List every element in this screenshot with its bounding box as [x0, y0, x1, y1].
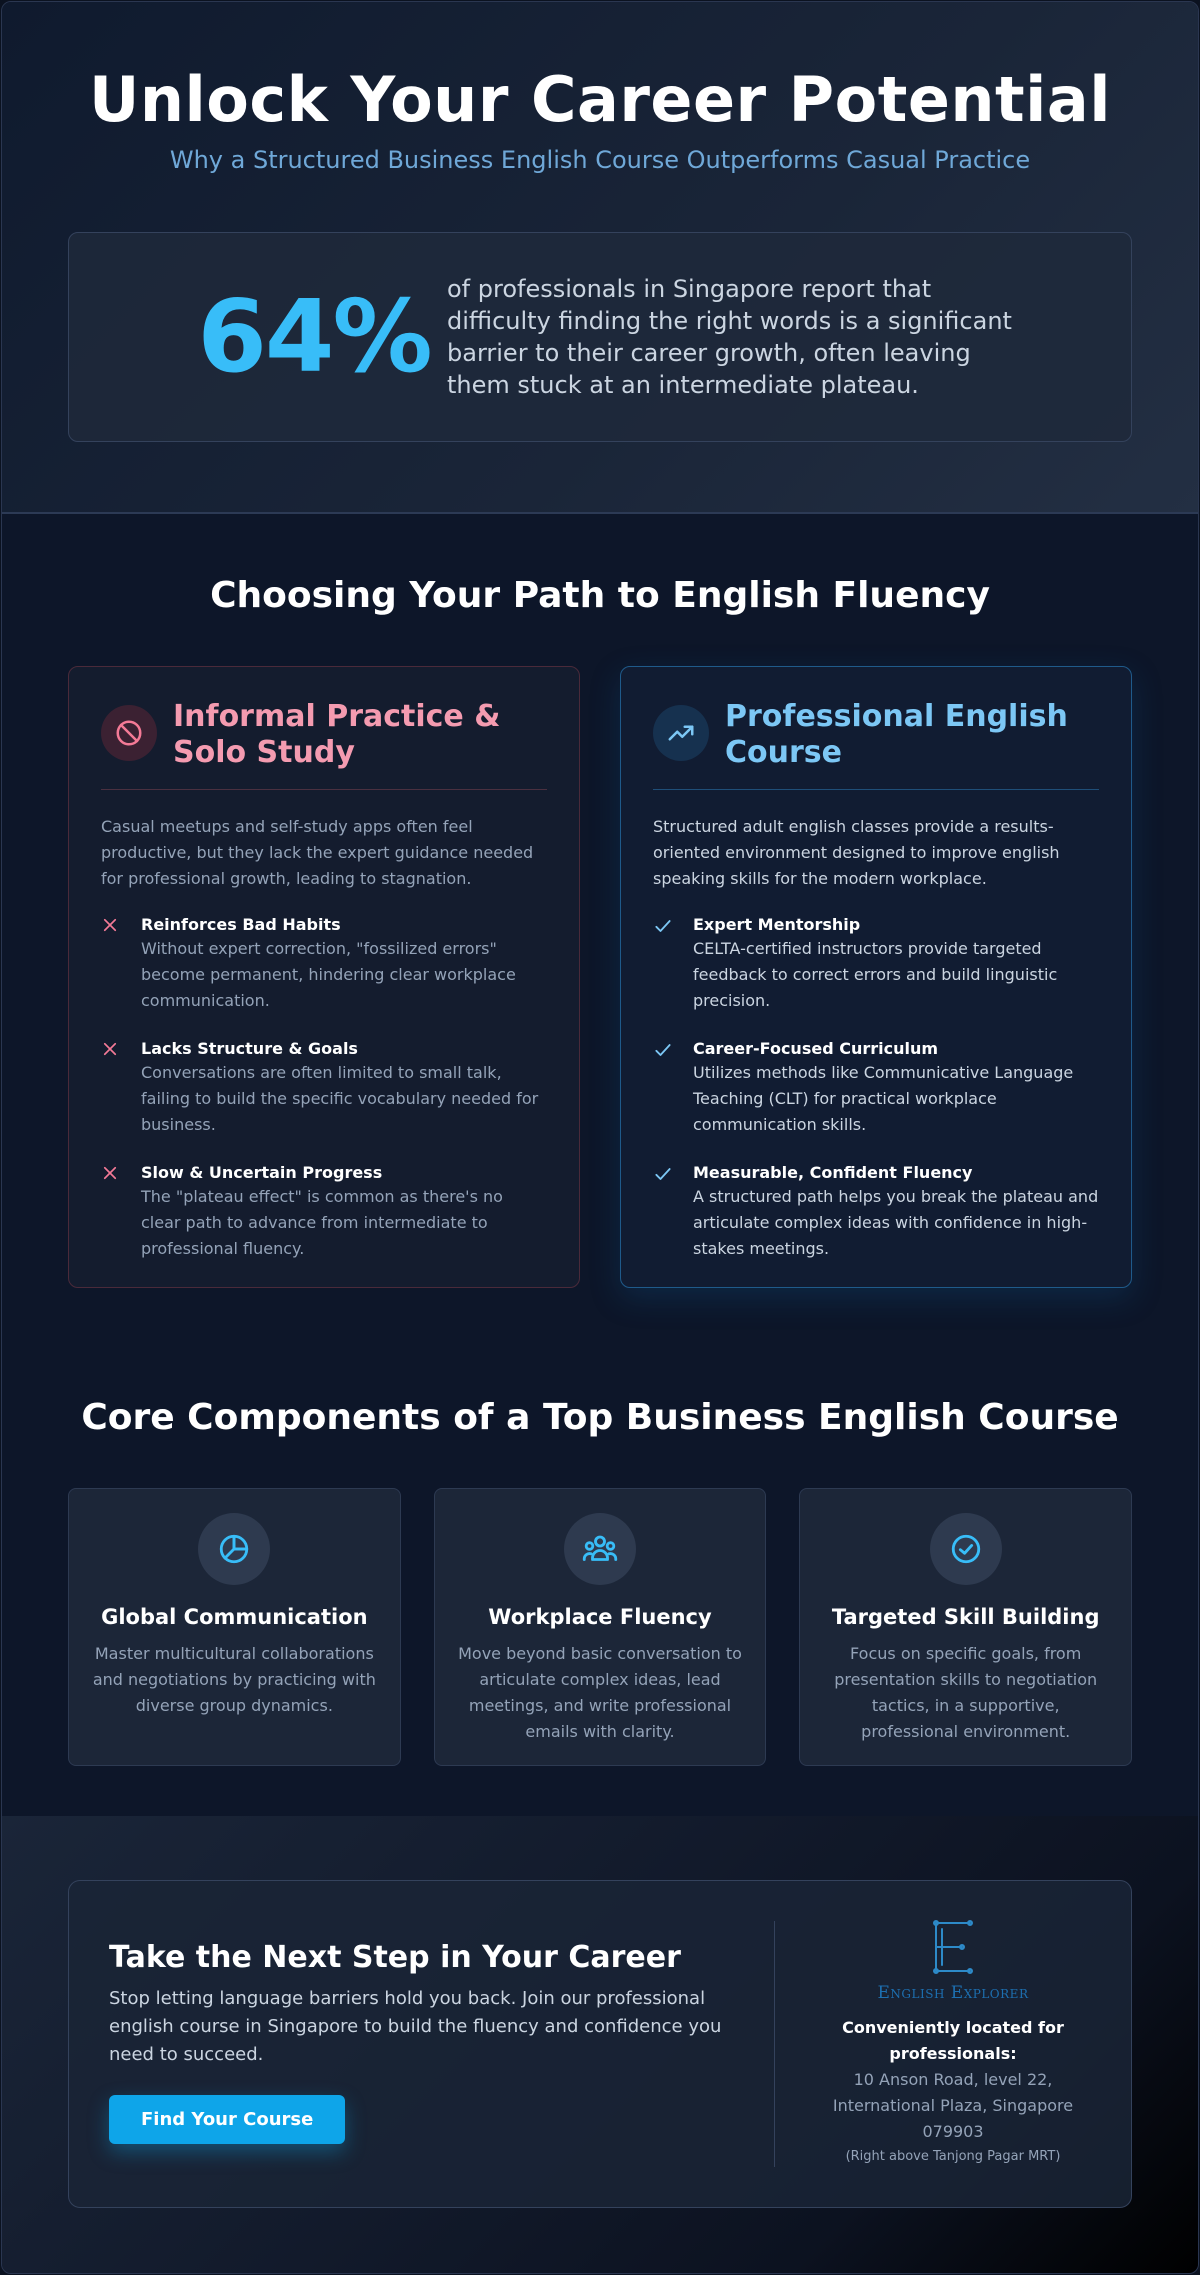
list-item [653, 1162, 1099, 1262]
pie-chart-icon [198, 1513, 270, 1585]
list-item [101, 1162, 547, 1262]
english-explorer-logo [775, 1919, 1131, 1979]
stat-card [68, 232, 1132, 442]
cta-card [68, 1880, 1132, 2208]
cta-text: Stop letting language barriers hold you back. Join our professional english course in Singapore to build the fluency and confidence you need to succeed. [109, 1988, 722, 2065]
comparison-section [2, 514, 1198, 1816]
informal-title: Informal Practice & Solo Study [173, 699, 501, 770]
informal-intro: Casual meetups and self-study apps often feel productive, but they lack the expert guidance needed for professional growth, leading to stagnation. [101, 817, 534, 888]
cta-section [2, 1816, 1198, 2274]
point-text: A structured path helps you break the plateau and articulate complex ideas with confidence in high-stakes meetings. [693, 1187, 1099, 1258]
check-icon [653, 914, 693, 1014]
informal-practice-card [68, 666, 580, 1288]
point-text: The "plateau effect" is common as there's no clear path to advance from intermediate to professional fluency. [141, 1187, 503, 1258]
point-title: Reinforces Bad Habits [141, 915, 341, 934]
card-title: Workplace Fluency [488, 1605, 712, 1629]
page [1, 1, 1199, 2274]
point-title: Measurable, Confident Fluency [693, 1163, 973, 1182]
list-item [653, 914, 1099, 1014]
professional-course-card [620, 666, 1132, 1288]
location-block [775, 1881, 1131, 2207]
point-title: Expert Mentorship [693, 915, 861, 934]
card-text: Move beyond basic conversation to articulate complex ideas, lead meetings, and write professional emails with clarity. [458, 1644, 742, 1741]
check-icon [653, 1162, 693, 1262]
x-icon [101, 1038, 141, 1138]
comparison-title: Choosing Your Path to English Fluency [210, 575, 990, 616]
card-title: Global Communication [101, 1605, 368, 1629]
x-icon [101, 1162, 141, 1262]
point-text: Conversations are often limited to small talk, failing to build the specific vocabulary needed for business. [141, 1063, 539, 1134]
core-components-title: Core Components of a Top Business English Course [81, 1397, 1119, 1438]
card-text: Focus on specific goals, from presentation skills to negotiation tactics, in a supportive, professional environment. [834, 1644, 1098, 1741]
card-text: Master multicultural collaborations and negotiations by practicing with diverse group dynamics. [92, 1644, 376, 1715]
location-label: Conveniently located for professionals: [842, 2018, 1064, 2063]
hero-section [2, 2, 1198, 514]
feature-card-global-communication [68, 1488, 401, 1766]
ban-icon [101, 705, 157, 761]
check-icon [653, 1038, 693, 1138]
point-title: Career-Focused Curriculum [693, 1039, 939, 1058]
check-circle-icon [930, 1513, 1002, 1585]
mrt-note: (Right above Tanjong Pagar MRT) [845, 2149, 1061, 2164]
list-item [101, 914, 547, 1014]
users-icon [564, 1513, 636, 1585]
professional-title: Professional English Course [725, 699, 1068, 770]
point-text: Utilizes methods like Communicative Language Teaching (CLT) for practical workplace communication skills. [693, 1063, 1074, 1134]
address: 10 Anson Road, level 22, International Plaza, Singapore 079903 [832, 2070, 1074, 2141]
find-your-course-button[interactable]: Find Your Course [109, 2095, 345, 2144]
feature-card-targeted-skill-building [799, 1488, 1132, 1766]
x-icon [101, 914, 141, 1014]
point-text: CELTA-certified instructors provide targeted feedback to correct errors and build linguistic precision. [693, 939, 1058, 1010]
point-text: Without expert correction, "fossilized errors" become permanent, hindering clear workplace communication. [141, 939, 516, 1010]
point-title: Slow & Uncertain Progress [141, 1163, 383, 1182]
card-title: Targeted Skill Building [831, 1605, 1100, 1629]
list-item [101, 1038, 547, 1138]
logo-text: English Explorer [877, 1983, 1029, 2003]
page-title: Unlock Your Career Potential [88, 63, 1111, 136]
professional-intro: Structured adult english classes provide a results-oriented environment designed to improve english speaking skills for the modern workplace. [653, 817, 1060, 888]
cta-title: Take the Next Step in Your Career [109, 1940, 681, 1975]
stat-description: of professionals in Singapore report that difficulty finding the right words is a significant barrier to their career growth, often leaving them stuck at an intermediate plateau. [447, 275, 1012, 399]
point-title: Lacks Structure & Goals [141, 1039, 358, 1058]
trending-up-icon [653, 705, 709, 761]
page-subtitle: Why a Structured Business English Course Outperforms Casual Practice [169, 146, 1031, 174]
stat-value: 64% [197, 278, 431, 395]
feature-card-workplace-fluency [434, 1488, 767, 1766]
list-item [653, 1038, 1099, 1138]
